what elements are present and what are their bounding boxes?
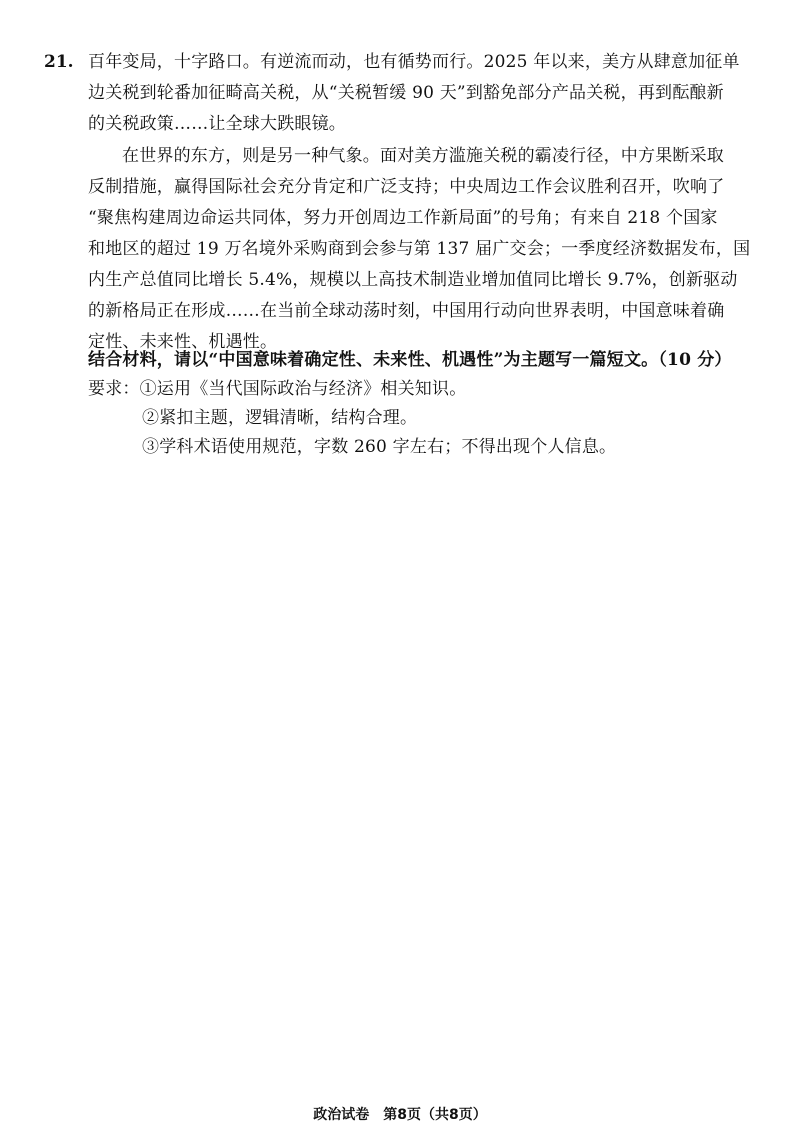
- paragraph-1-line-1: 百年变局，十字路口。有逆流而动，也有循势而行。2025 年以来，美方从肆意加征单: [88, 52, 740, 72]
- requirement-3: ③学科术语使用规范，字数 260 字左右；不得出现个人信息。: [142, 437, 617, 457]
- paragraph-2-line-7: 定性、未来性、机遇性。: [88, 332, 278, 352]
- question-number: 21.: [44, 52, 74, 72]
- paragraph-1-line-3: 的关税政策……让全球大跌眼镜。: [88, 114, 346, 134]
- paragraph-2-line-6: 的新格局正在形成……在当前全球动荡时刻，中国用行动向世界表明，中国意味着确: [88, 301, 725, 321]
- paragraph-2-line-1: 在世界的东方，则是另一种气象。面对美方滥施关税的霸凌行径，中方果断采取: [122, 146, 724, 166]
- paragraph-1-line-2: 边关税到轮番加征畸高关税，从“关税暂缓 90 天”到豁免部分产品关税，再到酝酿新: [88, 83, 724, 103]
- paragraph-2-line-4: 和地区的超过 19 万名境外采购商到会参与第 137 届广交会；一季度经济数据发布，国: [88, 239, 751, 259]
- paragraph-2-line-5: 内生产总值同比增长 5.4%，规模以上高技术制造业增加值同比增长 9.7%，创新驱动: [88, 270, 738, 290]
- task-statement: 结合材料，请以“中国意味着确定性、未来性、机遇性”为主题写一篇短文。（10 分）: [88, 350, 732, 370]
- paragraph-2-line-2: 反制措施，赢得国际社会充分肯定和广泛支持；中央周边工作会议胜利召开，吹响了: [88, 177, 725, 197]
- requirement-2: ②紧扣主题，逻辑清晰，结构合理。: [142, 408, 418, 428]
- page-footer: 政治试卷 第8页（共8页）: [313, 1107, 487, 1123]
- paragraph-2-line-3: “聚焦构建周边命运共同体，努力开创周边工作新局面”的号角；有来自 218 个国家: [88, 208, 718, 228]
- requirement-1: 要求：①运用《当代国际政治与经济》相关知识。: [88, 379, 467, 399]
